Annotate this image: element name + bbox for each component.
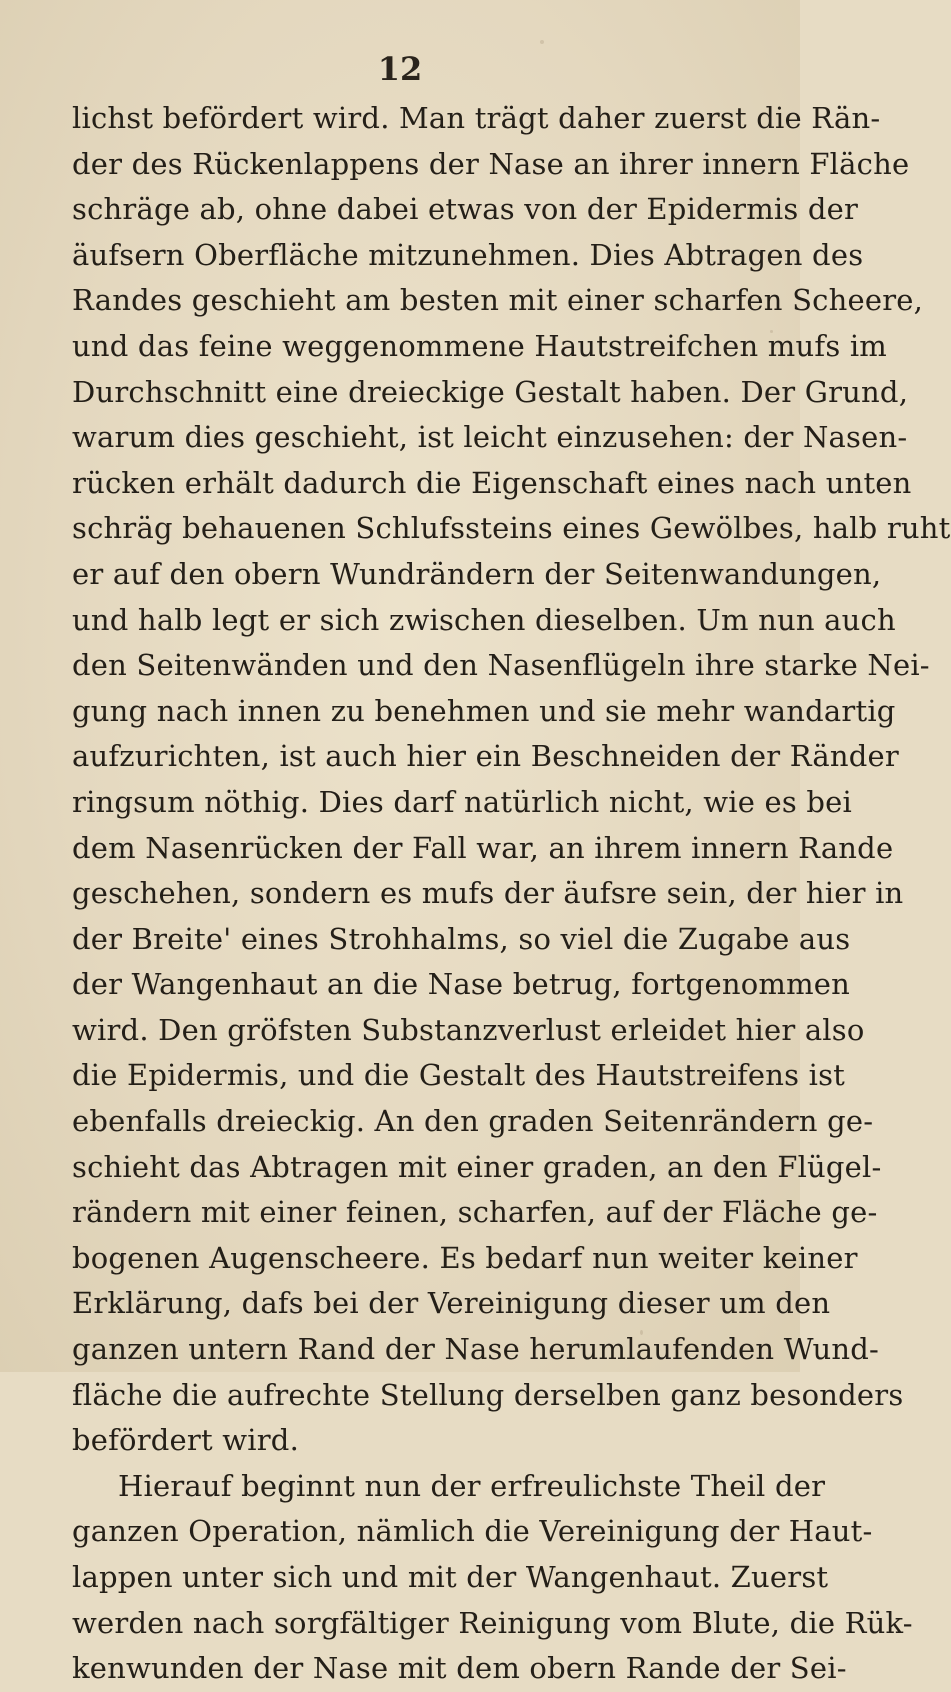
text-line: die Epidermis, und die Gestalt des Hautstreifens ist <box>72 1058 846 1093</box>
text-line: werden nach sorgfältiger Reinigung vom Blute, die Rük- <box>72 1605 913 1640</box>
page-number: 12 <box>377 50 423 88</box>
text-line: lichst befördert wird. Man trägt daher zuerst die Rän- <box>72 101 881 135</box>
text-line: der des Rückenlappens der Nase an ihrer innern Fläche <box>72 146 910 181</box>
text-line: warum dies geschieht, ist leicht einzusehen: der Nasen- <box>72 420 908 455</box>
text-line: befördert wird. <box>72 1423 299 1458</box>
text-line: wird. Den gröfsten Substanzverlust erleidet hier also <box>72 1012 865 1047</box>
text-line: ebenfalls dreieckig. An den graden Seitenrändern ge- <box>72 1104 874 1139</box>
text-line: ganzen Operation, nämlich die Vereinigung der Haut- <box>72 1514 873 1549</box>
text-line: und das feine weggenommene Hautstreifchen mufs im <box>72 328 887 363</box>
text-line: gung nach innen zu benehmen und sie mehr wandartig <box>72 693 896 728</box>
text-line: geschehen, sondern es mufs der äufsre sein, der hier in <box>72 876 904 911</box>
text-line: bogenen Augenscheere. Es bedarf nun weiter keiner <box>72 1240 858 1275</box>
text-line: kenwunden der Nase mit dem obern Rande der Sei- <box>72 1651 847 1686</box>
text-line: der Breite' eines Strohhalms, so viel die Zugabe aus <box>72 921 851 956</box>
text-line: der Wangenhaut an die Nase betrug, fortgenommen <box>72 967 851 1002</box>
text-line: Randes geschieht am besten mit einer scharfen Scheere, <box>72 283 924 318</box>
text-line: und halb legt er sich zwischen dieselben. Um nun auch <box>72 602 896 637</box>
text-line: äufsern Oberfläche mitzunehmen. Dies Abtragen des <box>72 237 864 272</box>
text-line: Durchschnitt eine dreieckige Gestalt haben. Der Grund, <box>72 374 909 409</box>
text-line: ganzen untern Rand der Nase herumlaufenden Wund- <box>72 1332 880 1367</box>
text-line: fläche die aufrechte Stellung derselben ganz besonders <box>72 1377 904 1412</box>
text-line: Erklärung, dafs bei der Vereinigung dieser um den <box>72 1286 831 1321</box>
text-line: schräg behauenen Schlufssteins eines Gewölbes, halb ruht <box>72 511 951 546</box>
text-line: den Seitenwänden und den Nasenflügeln ihre starke Nei- <box>72 648 930 683</box>
text-line: aufzurichten, ist auch hier ein Beschneiden der Ränder <box>72 739 899 774</box>
body-text <box>72 96 951 1692</box>
text-line: dem Nasenrücken der Fall war, an ihrem innern Rande <box>72 830 894 865</box>
text-line: rändern mit einer feinen, scharfen, auf der Fläche ge- <box>72 1195 878 1230</box>
text-line: schräge ab, ohne dabei etwas von der Epidermis der <box>72 192 859 227</box>
text-line: er auf den obern Wundrändern der Seitenwandungen, <box>72 556 882 591</box>
text-line: ringsum nöthig. Dies darf natürlich nicht, wie es bei <box>72 784 853 819</box>
text-line: schieht das Abtragen mit einer graden, an den Flügel- <box>72 1149 882 1184</box>
paper-stain <box>540 40 544 44</box>
text-line: rücken erhält dadurch die Eigenschaft eines nach unten <box>72 465 912 500</box>
text-line: lappen unter sich und mit der Wangenhaut. Zuerst <box>72 1560 829 1594</box>
text-line: Hierauf beginnt nun der erfreulichste Theil der <box>118 1468 826 1503</box>
